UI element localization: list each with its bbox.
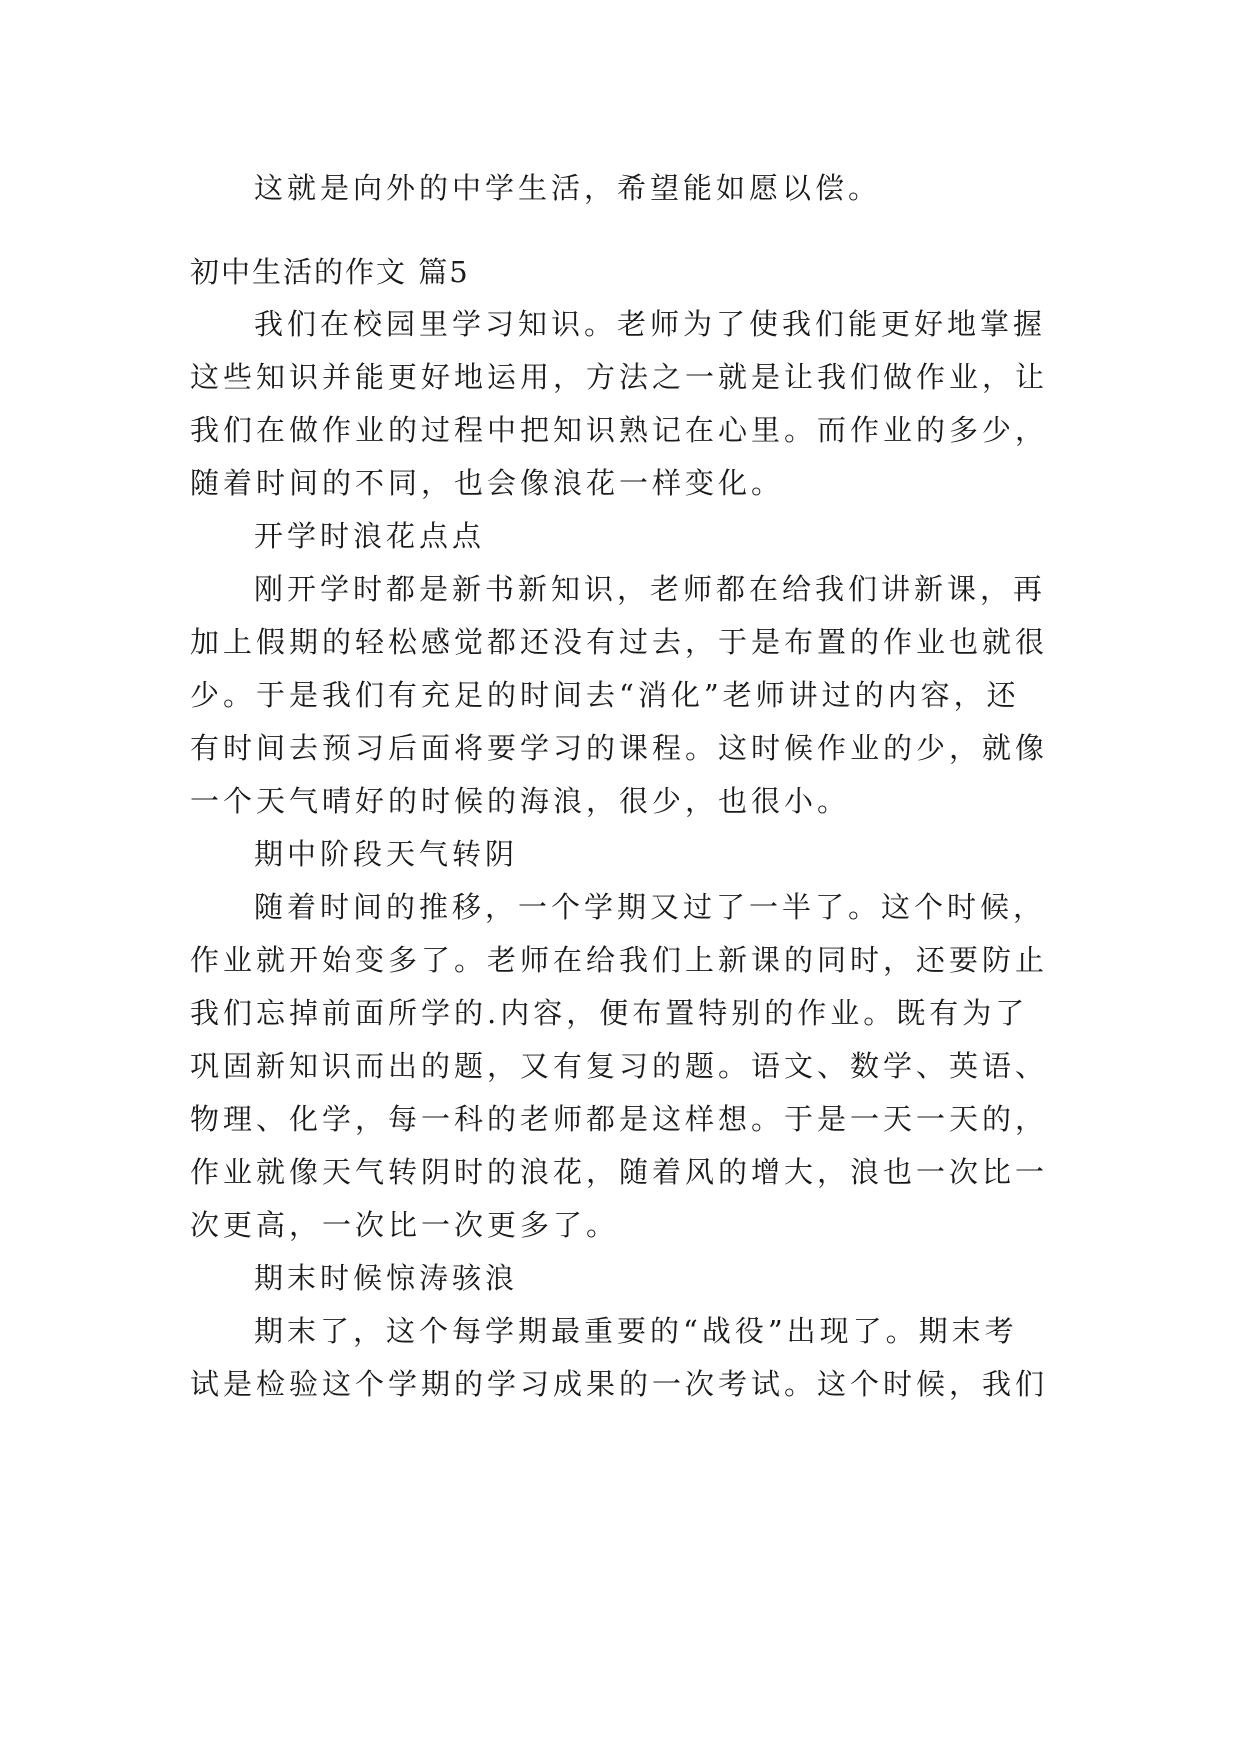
paragraph-line: 我们忘掉前面所学的.内容，便布置特别的作业。既有为了 [190,996,1029,1030]
paragraph-line: 次更高，一次比一次更多了。 [190,1208,620,1242]
paragraph-line: 加上假期的轻松感觉都还没有过去，于是布置的作业也就很 [190,625,1049,659]
paragraph-line: 我们在校园里学习知识。老师为了使我们能更好地掌握 [254,307,1047,341]
subheading: 开学时浪花点点 [254,519,486,553]
paragraph-line: 物理、化学，每一科的老师都是这样想。于是一天一天的， [190,1102,1049,1136]
paragraph-line: 试是检验这个学期的学习成果的一次考试。这个时候，我们 [190,1367,1049,1401]
paragraph-line: 作业就像天气转阴时的浪花，随着风的增大，浪也一次比一 [190,1155,1049,1189]
paragraph-line: 我们在做作业的过程中把知识熟记在心里。而作业的多少， [190,413,1049,447]
subheading: 期中阶段天气转阴 [254,837,519,871]
subheading: 期末时候惊涛骇浪 [254,1261,519,1295]
paragraph-line: 这些知识并能更好地运用，方法之一就是让我们做作业，让 [190,360,1049,394]
section-title: 初中生活的作文 篇5 [190,255,470,289]
paragraph-line: 随着时间的不同，也会像浪花一样变化。 [190,466,785,500]
paragraph-line: 有时间去预习后面将要学习的课程。这时候作业的少，就像 [190,731,1049,765]
paragraph-line: 刚开学时都是新书新知识，老师都在给我们讲新课，再 [254,572,1047,606]
paragraph-line: 随着时间的推移，一个学期又过了一半了。这个时候， [254,890,1047,924]
paragraph-line: 一个天气晴好的时候的海浪，很少，也很小。 [190,784,851,818]
paragraph-line: 巩固新知识而出的题，又有复习的题。语文、数学、英语、 [190,1049,1049,1083]
intro-line: 这就是向外的中学生活，希望能如愿以偿。 [254,171,882,205]
paragraph-line: 期末了，这个每学期最重要的“战役”出现了。期末考 [254,1314,1018,1348]
paragraph-line: 少。于是我们有充足的时间去“消化”老师讲过的内容，还 [190,678,1020,712]
paragraph-line: 作业就开始变多了。老师在给我们上新课的同时，还要防止 [190,943,1049,977]
